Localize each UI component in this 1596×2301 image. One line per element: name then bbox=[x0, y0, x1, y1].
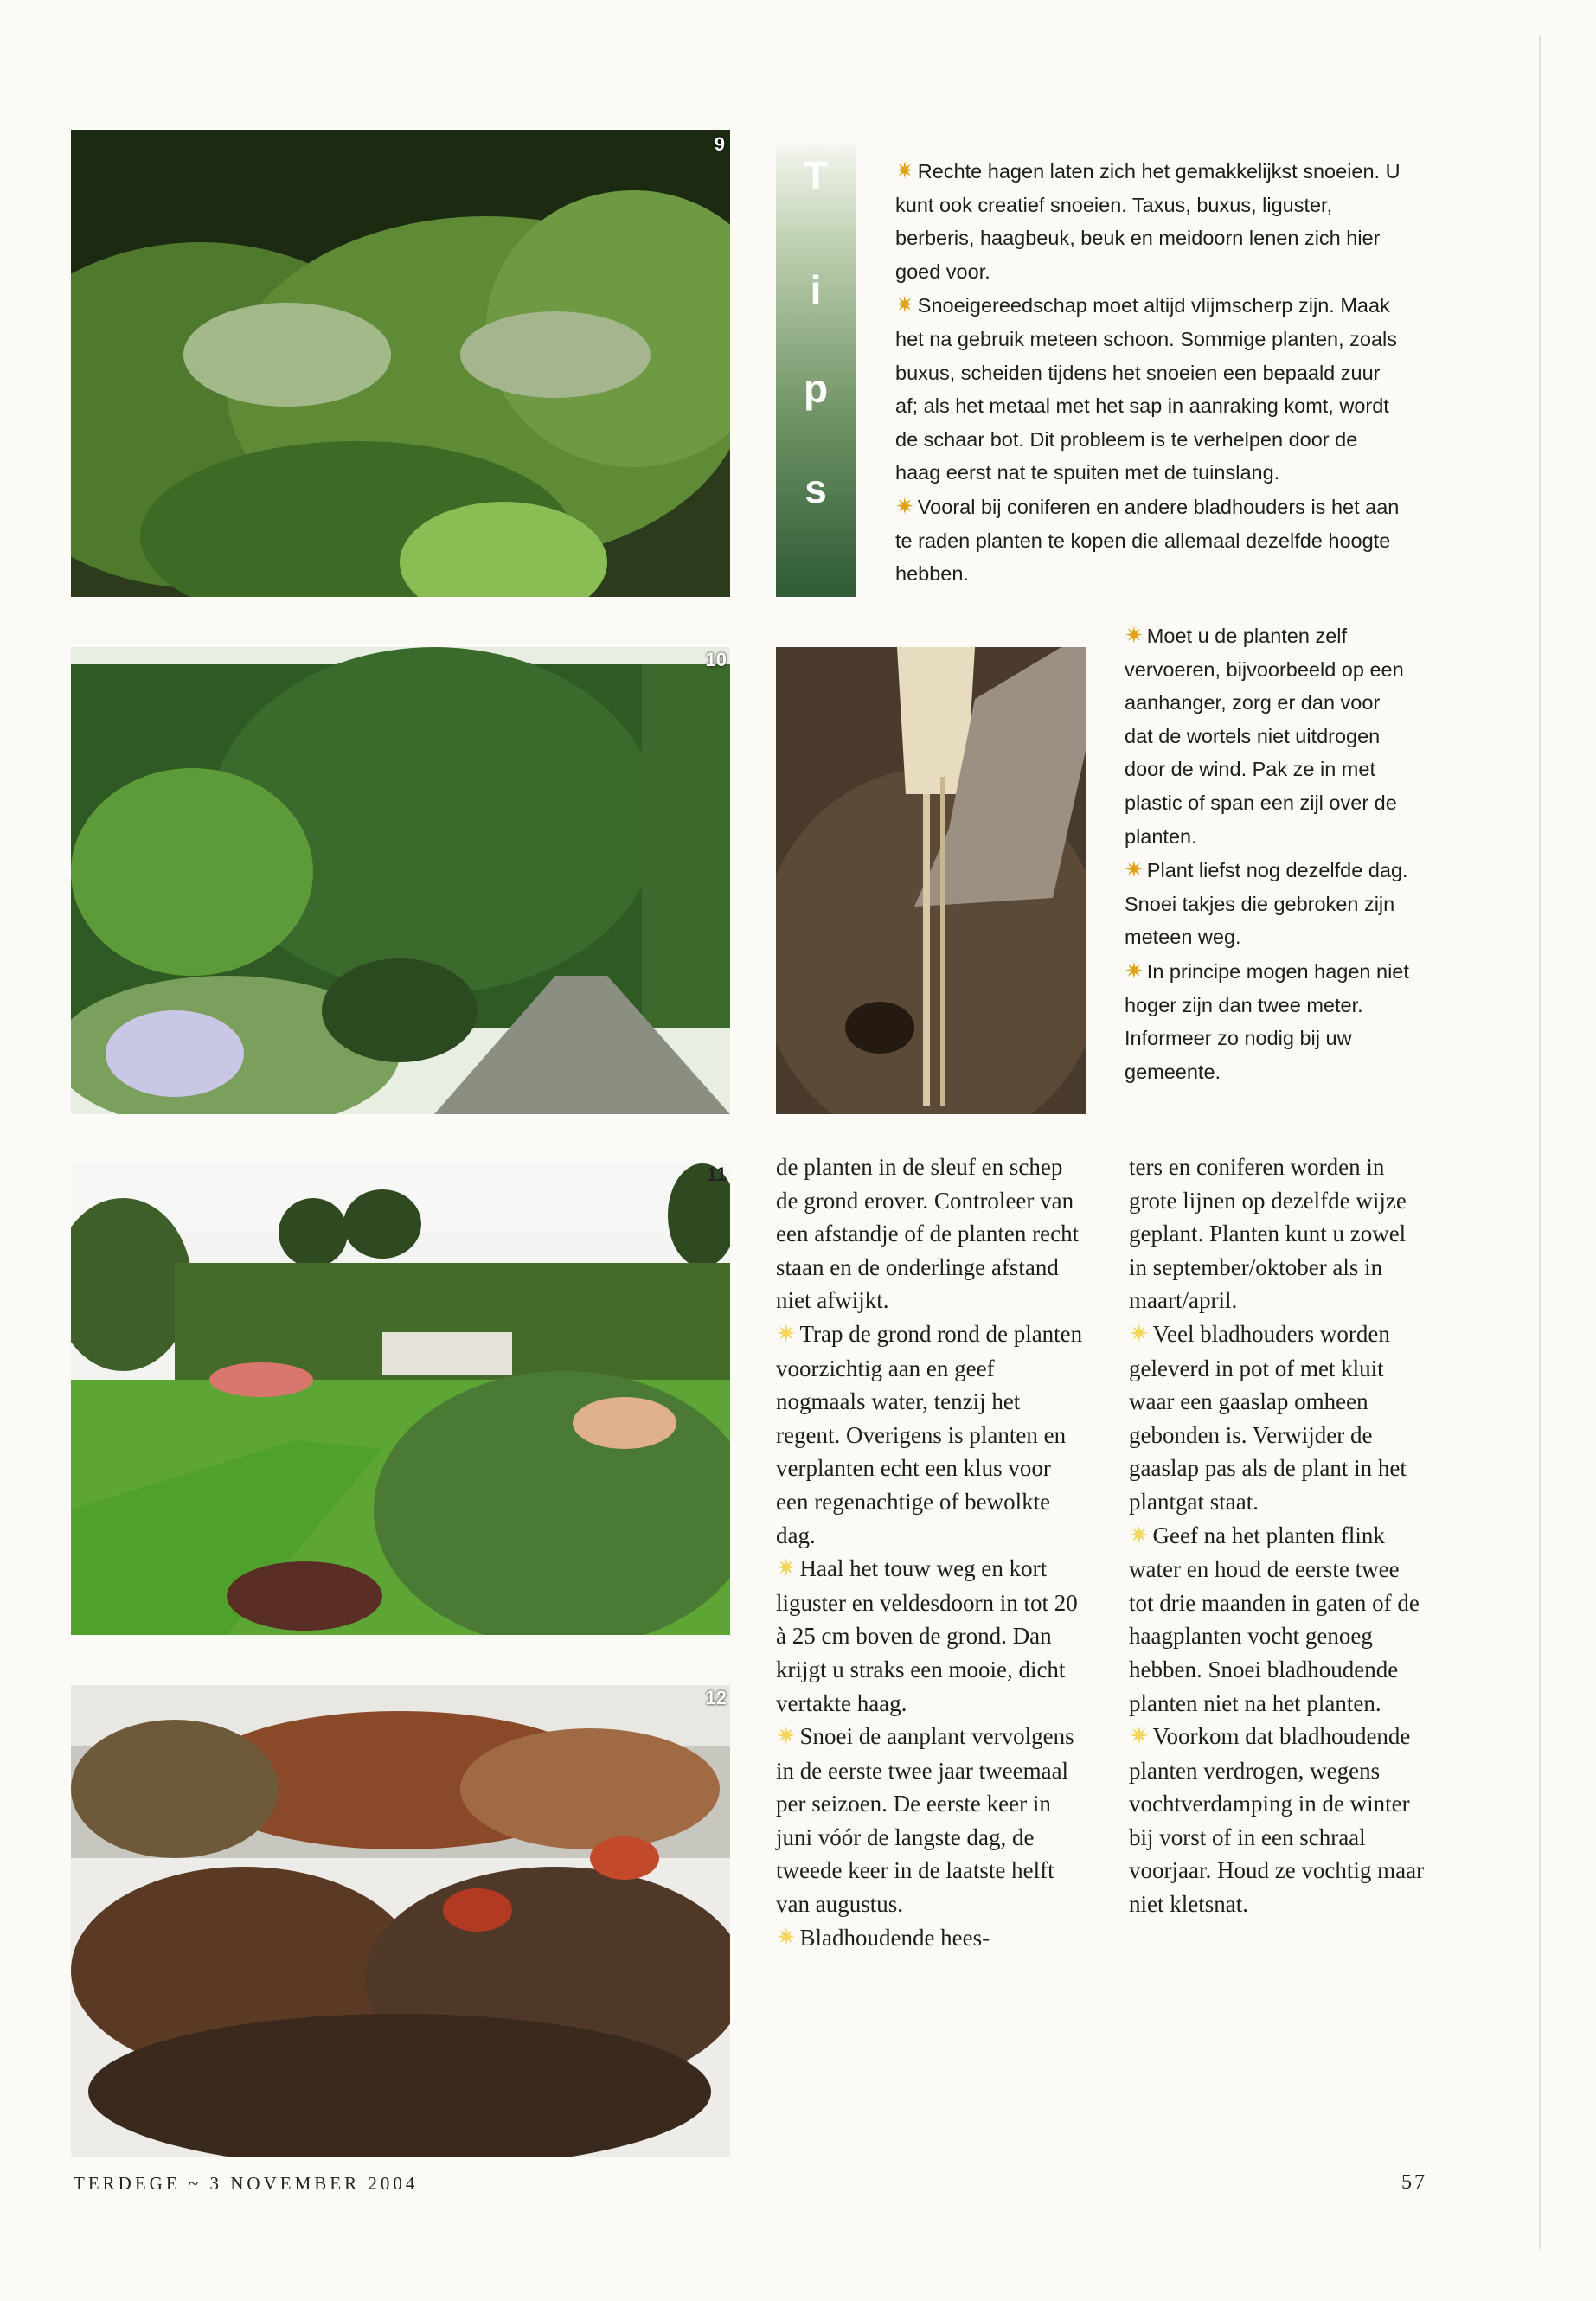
hedge-garden-photo-icon bbox=[71, 130, 730, 597]
star-bullet-icon: ✷ bbox=[1129, 1320, 1150, 1348]
tip-paragraph: ✷ Plant liefst nog dezelfde dag. Snoei takjes die gebroken zijn meteen weg. bbox=[1125, 856, 1408, 949]
photo-number: 12 bbox=[705, 1687, 727, 1708]
tip-paragraph: ✷ Snoeigereedschap moet altijd vlijmscherp zijn. Maak het na gebruik meteen schoon. Sommige planten, zoals buxus, scheiden tijdens het snoeien een bepaald zuur af; als het metaal met het sap in aanraking komt, wordt de schaar bot. Dit probleem is te verhelpen door de haag eerst nat te spuiten met de tuinslang. bbox=[895, 292, 1398, 484]
photo-number: 9 bbox=[714, 133, 725, 155]
star-bullet-icon: ✷ bbox=[776, 1924, 797, 1952]
tip-paragraph: ✷ Rechte hagen laten zich het gemakkelijkst snoeien. U kunt ook creatief snoeien. Taxus, buxus, liguster, berberis, haagbeuk, beuk en meidoorn lenen zich hier goed voor. bbox=[895, 157, 1401, 283]
photo-winter-hedge bbox=[71, 1685, 730, 2157]
tips-letter: p bbox=[803, 366, 829, 411]
tip-paragraph: ✷ Moet u de planten zelf vervoeren, bijvoorbeeld op een aanhanger, zorg er dan voor dat de wortels niet uitdrogen door de wind. Pak ze in met plastic of span een zijl over de planten. bbox=[1125, 622, 1404, 848]
body-paragraph: ters en coniferen worden in grote lijnen op dezelfde wijze geplant. Planten kunt u zowel in september/oktober als in maart/april. bbox=[1129, 1154, 1407, 1314]
hedge-garden-path-photo-icon bbox=[71, 647, 730, 1114]
photo-number: 11 bbox=[706, 1163, 727, 1185]
star-bullet-icon: ✷ bbox=[1129, 1723, 1150, 1751]
tips-sidebar-bar bbox=[776, 145, 856, 597]
tip-paragraph: ✷ Vooral bij coniferen en andere bladhouders is het aan te raden planten te kopen die allemaal dezelfde hoogte hebben. bbox=[895, 492, 1400, 586]
star-bullet-icon: ✷ bbox=[895, 292, 914, 318]
body-paragraph: ✷ Trap de grond rond de planten voorzichtig aan en geef nogmaals water, tenzij het regent. Overigens is planten en verplanten echt een klus voor een regenachtige of bewolkte dag. bbox=[776, 1320, 1083, 1548]
garden-bench-photo-icon bbox=[71, 1163, 730, 1635]
body-column-left bbox=[776, 1150, 1089, 1955]
star-bullet-icon: ✷ bbox=[1125, 622, 1144, 648]
star-bullet-icon: ✷ bbox=[895, 492, 914, 519]
planting-photo-icon bbox=[776, 647, 1086, 1114]
body-paragraph: ✷ Bladhoudende hees- bbox=[776, 1924, 990, 1952]
tips-letter: i bbox=[810, 267, 822, 312]
star-bullet-icon: ✷ bbox=[776, 1555, 797, 1583]
tips-top-column bbox=[895, 154, 1406, 591]
footer-publication: TERDEGE ~ 3 NOVEMBER 2004 bbox=[74, 2173, 419, 2194]
tips-letter: s bbox=[804, 466, 827, 511]
tip-paragraph: ✷ In principe mogen hagen niet hoger zijn dan twee meter. Informeer zo nodig bij uw gemeente. bbox=[1125, 957, 1409, 1083]
star-bullet-icon: ✷ bbox=[776, 1320, 797, 1348]
body-paragraph: ✷ Snoei de aanplant vervolgens in de eerste twee jaar tweemaal per seizoen. De eerste keer in juni vóór de langste dag, de tweede keer in de laatste helft van augustus. bbox=[776, 1723, 1074, 1918]
photo-hedge-garden bbox=[71, 130, 730, 597]
body-paragraph: ✷ Voorkom dat bladhoudende planten verdrogen, wegens vochtverdamping in de winter bij vorst of in een schraal voorjaar. Houd ze vochtig maar niet kletsnat. bbox=[1129, 1723, 1425, 1918]
body-paragraph: ✷ Veel bladhouders worden geleverd in pot of met kluit waar een gaaslap omheen gebonden is. Verwijder de gaaslap pas als de plant in het plantgat staat. bbox=[1129, 1320, 1407, 1515]
photo-hedge-garden-path bbox=[71, 647, 730, 1114]
page-edge-rule bbox=[1539, 35, 1541, 2249]
photo-planting bbox=[776, 647, 1086, 1114]
body-paragraph: ✷ Haal het touw weg en kort liguster en veldesdoorn in tot 20 à 25 cm boven de grond. Dan krijgt u straks een mooie, dicht vertakte haag. bbox=[776, 1555, 1078, 1716]
winter-hedge-photo-icon bbox=[71, 1685, 730, 2157]
tips-letter: T bbox=[803, 153, 829, 198]
star-bullet-icon: ✷ bbox=[776, 1723, 797, 1751]
star-bullet-icon: ✷ bbox=[1129, 1522, 1150, 1549]
star-bullet-icon: ✷ bbox=[895, 157, 914, 183]
page-number: 57 bbox=[1401, 2171, 1427, 2194]
photo-garden-bench bbox=[71, 1163, 730, 1635]
tips-side-column bbox=[1125, 619, 1410, 1088]
star-bullet-icon: ✷ bbox=[1125, 957, 1144, 984]
star-bullet-icon: ✷ bbox=[1125, 856, 1144, 883]
body-column-right bbox=[1129, 1150, 1427, 1921]
body-paragraph: ✷ Geef na het planten flink water en houd de eerste twee tot drie maanden in gaten of de haagplanten vocht genoeg hebben. Snoei bladhoudende planten niet na het planten. bbox=[1129, 1522, 1420, 1716]
photo-number: 10 bbox=[705, 649, 727, 670]
body-paragraph: de planten in de sleuf en schep de grond erover. Controleer van een afstandje of de planten recht staan en de onderlinge afstand niet afwijkt. bbox=[776, 1154, 1080, 1314]
